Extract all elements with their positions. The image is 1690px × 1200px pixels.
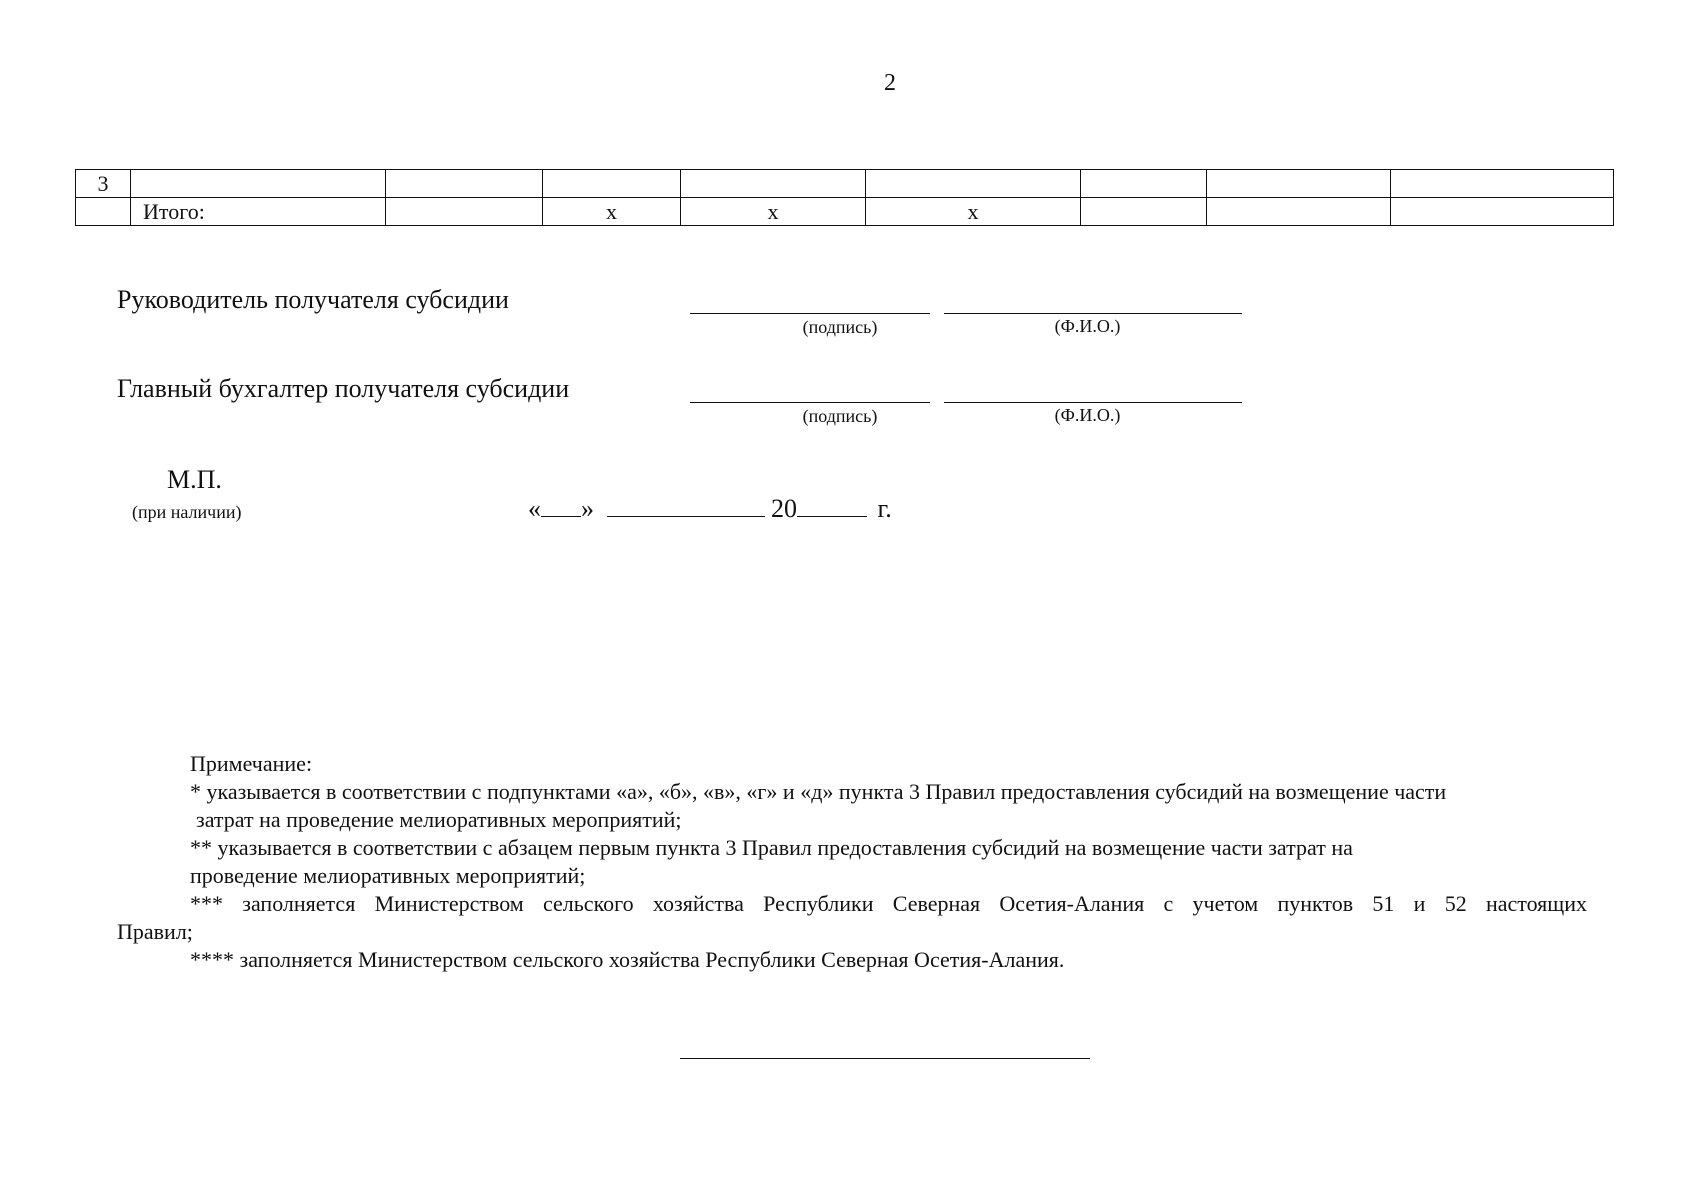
accountant-fio-caption: (Ф.И.О.) xyxy=(1054,405,1121,425)
table-cell: х xyxy=(681,198,866,226)
head-signature-line xyxy=(690,313,930,314)
note-3-line-1: *** заполняется Министерством сельского хозяйства Республики Северная Осетия-Алания с учетом пунктов 51 и 52 настоящих xyxy=(190,891,1587,916)
table-row-total xyxy=(76,198,1614,226)
total-label: Итого: xyxy=(131,198,386,226)
note-3-line-2: Правил; xyxy=(117,919,193,944)
note-1-line-2: затрат на проведение мелиоративных мероприятий; xyxy=(196,807,682,832)
year-blank xyxy=(797,496,867,517)
note-4: **** заполняется Министерством сельского хозяйства Республики Северная Осетия-Алания. xyxy=(190,947,1065,972)
table-cell xyxy=(1391,198,1614,226)
month-blank xyxy=(607,496,765,517)
head-label: Руководитель получателя субсидии xyxy=(117,285,509,314)
table-cell xyxy=(543,170,681,198)
head-fio-line xyxy=(944,313,1242,314)
table-cell: х xyxy=(543,198,681,226)
head-fio-caption: (Ф.И.О.) xyxy=(1054,316,1121,336)
note-1-line-1: * указывается в соответствии с подпунктами «а», «б», «в», «г» и «д» пункта 3 Правил предоставления субсидий на возмещение части xyxy=(190,779,1447,804)
table-cell xyxy=(1081,170,1207,198)
table-cell: 3 xyxy=(76,170,131,198)
table-cell xyxy=(1081,198,1207,226)
page-number: 2 xyxy=(884,70,896,96)
table-cell xyxy=(1207,198,1391,226)
head-signature-caption: (подпись) xyxy=(802,317,878,337)
day-blank xyxy=(541,496,581,517)
accountant-label: Главный бухгалтер получателя субсидии xyxy=(117,374,570,403)
end-line xyxy=(680,1058,1090,1059)
notes-block xyxy=(117,750,1587,974)
notes-title: Примечание: xyxy=(190,751,313,776)
stamp-note: (при наличии) xyxy=(132,502,242,522)
form-table xyxy=(75,169,1614,226)
table-row xyxy=(76,170,1614,198)
table-cell xyxy=(681,170,866,198)
stamp-label: М.П. xyxy=(167,465,222,494)
table-cell xyxy=(386,170,543,198)
year-prefix: 20 xyxy=(771,494,797,523)
date-line xyxy=(528,494,892,524)
table-cell xyxy=(1391,170,1614,198)
date-open-quote: « xyxy=(528,494,541,523)
date-close-quote: » xyxy=(581,494,594,523)
table-cell xyxy=(76,198,131,226)
accountant-fio-line xyxy=(944,402,1242,403)
table-cell xyxy=(866,170,1081,198)
table-cell xyxy=(131,170,386,198)
note-2-line-2: проведение мелиоративных мероприятий; xyxy=(190,863,586,888)
table-cell xyxy=(386,198,543,226)
year-suffix: г. xyxy=(877,494,892,523)
table-cell: х xyxy=(866,198,1081,226)
table-cell xyxy=(1207,170,1391,198)
accountant-signature-caption: (подпись) xyxy=(802,406,878,426)
accountant-signature-line xyxy=(690,402,930,403)
note-2-line-1: ** указывается в соответствии с абзацем первым пункта 3 Правил предоставления субсидий на возмещение части затрат на xyxy=(190,835,1353,860)
